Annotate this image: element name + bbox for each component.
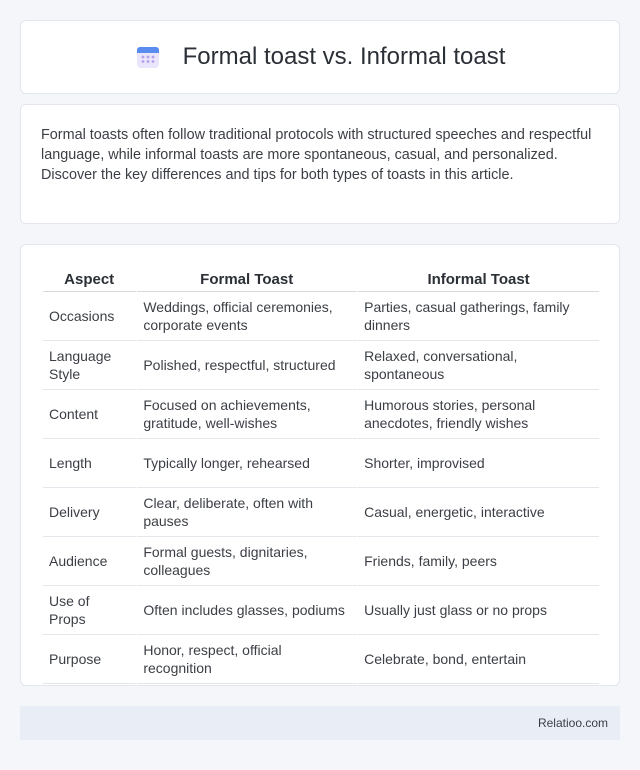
table-row	[43, 292, 599, 341]
informal-cell: Usually just glass or no props	[358, 586, 599, 635]
informal-cell: Shorter, improvised	[358, 439, 599, 488]
formal-cell: Formal guests, dignitaries, colleagues	[137, 537, 358, 586]
informal-cell: Parties, casual gatherings, family dinners	[358, 292, 599, 341]
formal-cell: Weddings, official ceremonies, corporate events	[137, 292, 358, 341]
aspect-cell: Occasions	[43, 292, 137, 341]
aspect-cell: Language Style	[43, 341, 137, 390]
intro-card	[20, 104, 620, 224]
column-header-informal: Informal Toast	[358, 263, 599, 292]
table-row	[43, 341, 599, 390]
formal-cell: Focused on achievements, gratitude, well-wishes	[137, 390, 358, 439]
comparison-card	[20, 244, 620, 686]
formal-cell: Typically longer, rehearsed	[137, 439, 358, 488]
footer-site-link[interactable]: Relatioo.com	[537, 716, 608, 730]
title-card	[20, 20, 620, 94]
aspect-cell: Use of Props	[43, 586, 137, 635]
aspect-cell: Purpose	[43, 635, 137, 684]
table-row	[43, 390, 599, 439]
table-header-row	[43, 263, 599, 292]
table-row	[43, 439, 599, 488]
comparison-table	[43, 263, 599, 684]
intro-text: Formal toasts often follow traditional protocols with structured speeches and respectful language, while informal toasts are more spontaneous, casual, and personalized. Discover the key differences and tips for both types of toasts in this article.	[41, 127, 592, 183]
formal-cell: Clear, deliberate, often with pauses	[137, 488, 358, 537]
column-header-aspect: Aspect	[43, 263, 137, 292]
informal-cell: Relaxed, conversational, spontaneous	[358, 341, 599, 390]
aspect-cell: Audience	[43, 537, 137, 586]
formal-cell: Honor, respect, official recognition	[137, 635, 358, 684]
column-header-formal: Formal Toast	[137, 263, 358, 292]
footer	[20, 706, 620, 740]
formal-cell: Polished, respectful, structured	[137, 341, 358, 390]
informal-cell: Friends, family, peers	[358, 537, 599, 586]
calendar-icon	[135, 44, 161, 70]
page-title: Formal toast vs. Informal toast	[182, 43, 506, 70]
table-row	[43, 537, 599, 586]
aspect-cell: Length	[43, 439, 137, 488]
informal-cell: Celebrate, bond, entertain	[358, 635, 599, 684]
informal-cell: Casual, energetic, interactive	[358, 488, 599, 537]
informal-cell: Humorous stories, personal anecdotes, friendly wishes	[358, 390, 599, 439]
formal-cell: Often includes glasses, podiums	[137, 586, 358, 635]
table-row	[43, 635, 599, 684]
aspect-cell: Delivery	[43, 488, 137, 537]
table-row	[43, 586, 599, 635]
table-row	[43, 488, 599, 537]
aspect-cell: Content	[43, 390, 137, 439]
